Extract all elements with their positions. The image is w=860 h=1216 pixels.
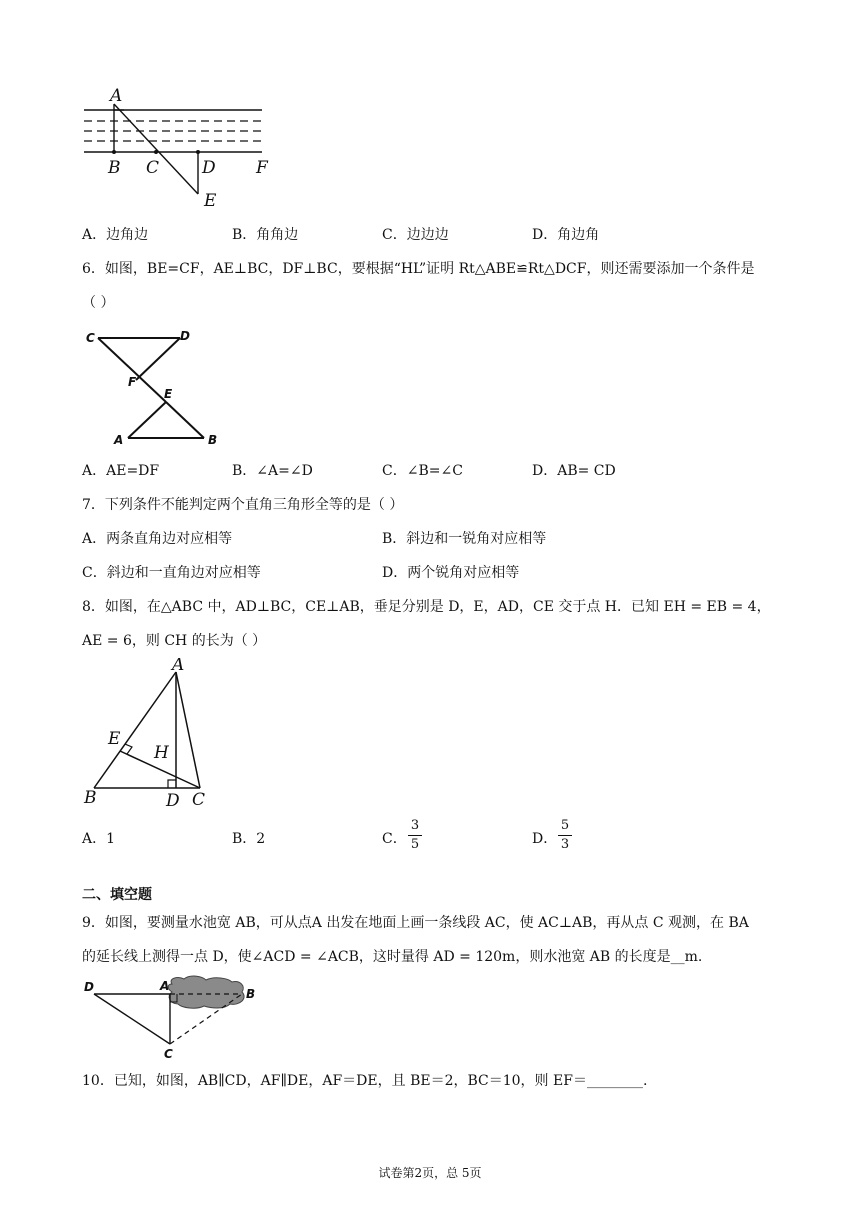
q9-label-A: A	[160, 979, 170, 993]
q6-figure	[82, 326, 232, 450]
q7-option-b[interactable]: B．斜边和一锐角对应相等	[382, 531, 547, 547]
q9-figure	[80, 974, 280, 1062]
page-footer: 试卷第2页，总 5页	[378, 1166, 482, 1180]
q6-option-a[interactable]: A．AE=DF	[82, 463, 160, 479]
q5-label-D: D	[202, 158, 216, 178]
q6-option-c[interactable]: C．∠B=∠C	[382, 463, 463, 479]
q8-label-C: C	[192, 790, 206, 808]
q5-label-C: C	[146, 158, 160, 178]
q8-option-b[interactable]	[232, 830, 265, 848]
q5-option-a[interactable]: A．边角边	[82, 227, 149, 243]
q5-label-E: E	[204, 191, 217, 211]
q5-option-d[interactable]: D．角边角	[532, 227, 600, 243]
q8-label-H: H	[154, 743, 169, 763]
q8-option-d[interactable]	[532, 830, 557, 848]
q8-label-B: B	[84, 788, 97, 808]
q6-label-B: B	[208, 433, 218, 447]
q5-figure	[80, 84, 280, 214]
q8-option-a[interactable]	[82, 830, 115, 848]
q6-stem-line2: （ ）	[82, 295, 115, 311]
q6-stem-line1: 6．如图，BE=CF，AE⊥BC，DF⊥BC，要根据“HL”证明 Rt△ABE≌Rt△DCF，则还需要添加一个条件是	[82, 261, 755, 277]
q5-label-B: B	[108, 158, 121, 178]
q9-label-C: C	[164, 1047, 173, 1061]
q6-label-A: A	[114, 433, 124, 447]
q6-label-E: E	[164, 387, 173, 401]
q6-option-b[interactable]: B．∠A=∠D	[232, 463, 313, 479]
q5-label-A: A	[110, 86, 123, 106]
q9-stem-line2: 的延长线上测得一点 D，使∠ACD = ∠ACB，这时量得 AD = 120m，则水池宽 AB 的长度是__m.	[82, 949, 703, 965]
q9-label-B: B	[246, 987, 256, 1001]
q8-option-c-denominator: 5	[410, 837, 420, 852]
q6-label-C: C	[86, 331, 95, 345]
q7-stem: 7．下列条件不能判定两个直角三角形全等的是（ ）	[82, 497, 404, 513]
q8-label-A: A	[172, 658, 185, 675]
q8-option-c-fraction	[408, 819, 422, 852]
q8-figure	[80, 658, 220, 808]
q8-option-d-numerator: 5	[560, 818, 570, 833]
q8-option-d-denominator: 3	[560, 837, 570, 852]
q8-option-c-numerator: 3	[410, 818, 420, 833]
q8-option-a-value: 1	[106, 831, 116, 847]
q9-stem-line1: 9．如图，要测量水池宽 AB，可从点A 出发在地面上画一条线段 AC，使 AC⊥AB，再从点 C 观测，在 BA	[82, 915, 749, 931]
q10-stem: 10．已知，如图，AB∥CD，AF∥DE，AF＝DE，且 BE＝2，BC＝10，则 EF＝________.	[82, 1073, 648, 1089]
q8-label-D: D	[166, 791, 180, 808]
q6-option-d[interactable]: D．AB= CD	[532, 463, 616, 479]
q6-label-D: D	[180, 329, 190, 343]
section-title-fill-in: 二、填空题	[82, 887, 152, 903]
q8-label-E: E	[108, 729, 121, 749]
q8-option-d-prefix: D．	[532, 831, 558, 847]
q8-stem-line1: 8．如图，在△ABC 中，AD⊥BC，CE⊥AB，垂足分别是 D，E，AD，CE 交于点 H．已知 EH = EB = 4，	[82, 599, 771, 615]
q8-stem-line2: AE = 6，则 CH 的长为（ ）	[82, 633, 267, 649]
q5-option-c[interactable]: C．边边边	[382, 227, 449, 243]
q7-option-c[interactable]: C．斜边和一直角边对应相等	[82, 565, 261, 581]
q8-option-c-prefix: C．	[382, 831, 407, 847]
q8-option-c[interactable]	[382, 830, 407, 848]
q6-label-F: F	[128, 375, 137, 389]
q8-option-b-prefix: B．	[232, 831, 257, 847]
q8-option-d-fraction	[558, 819, 572, 852]
q8-option-b-value: 2	[256, 831, 266, 847]
q8-option-a-prefix: A．	[82, 831, 107, 847]
q9-label-D: D	[84, 980, 94, 994]
q5-option-b[interactable]: B．角角边	[232, 227, 299, 243]
q7-option-a[interactable]: A．两条直角边对应相等	[82, 531, 233, 547]
q5-label-F: F	[256, 158, 268, 178]
q7-option-d[interactable]: D．两个锐角对应相等	[382, 565, 520, 581]
